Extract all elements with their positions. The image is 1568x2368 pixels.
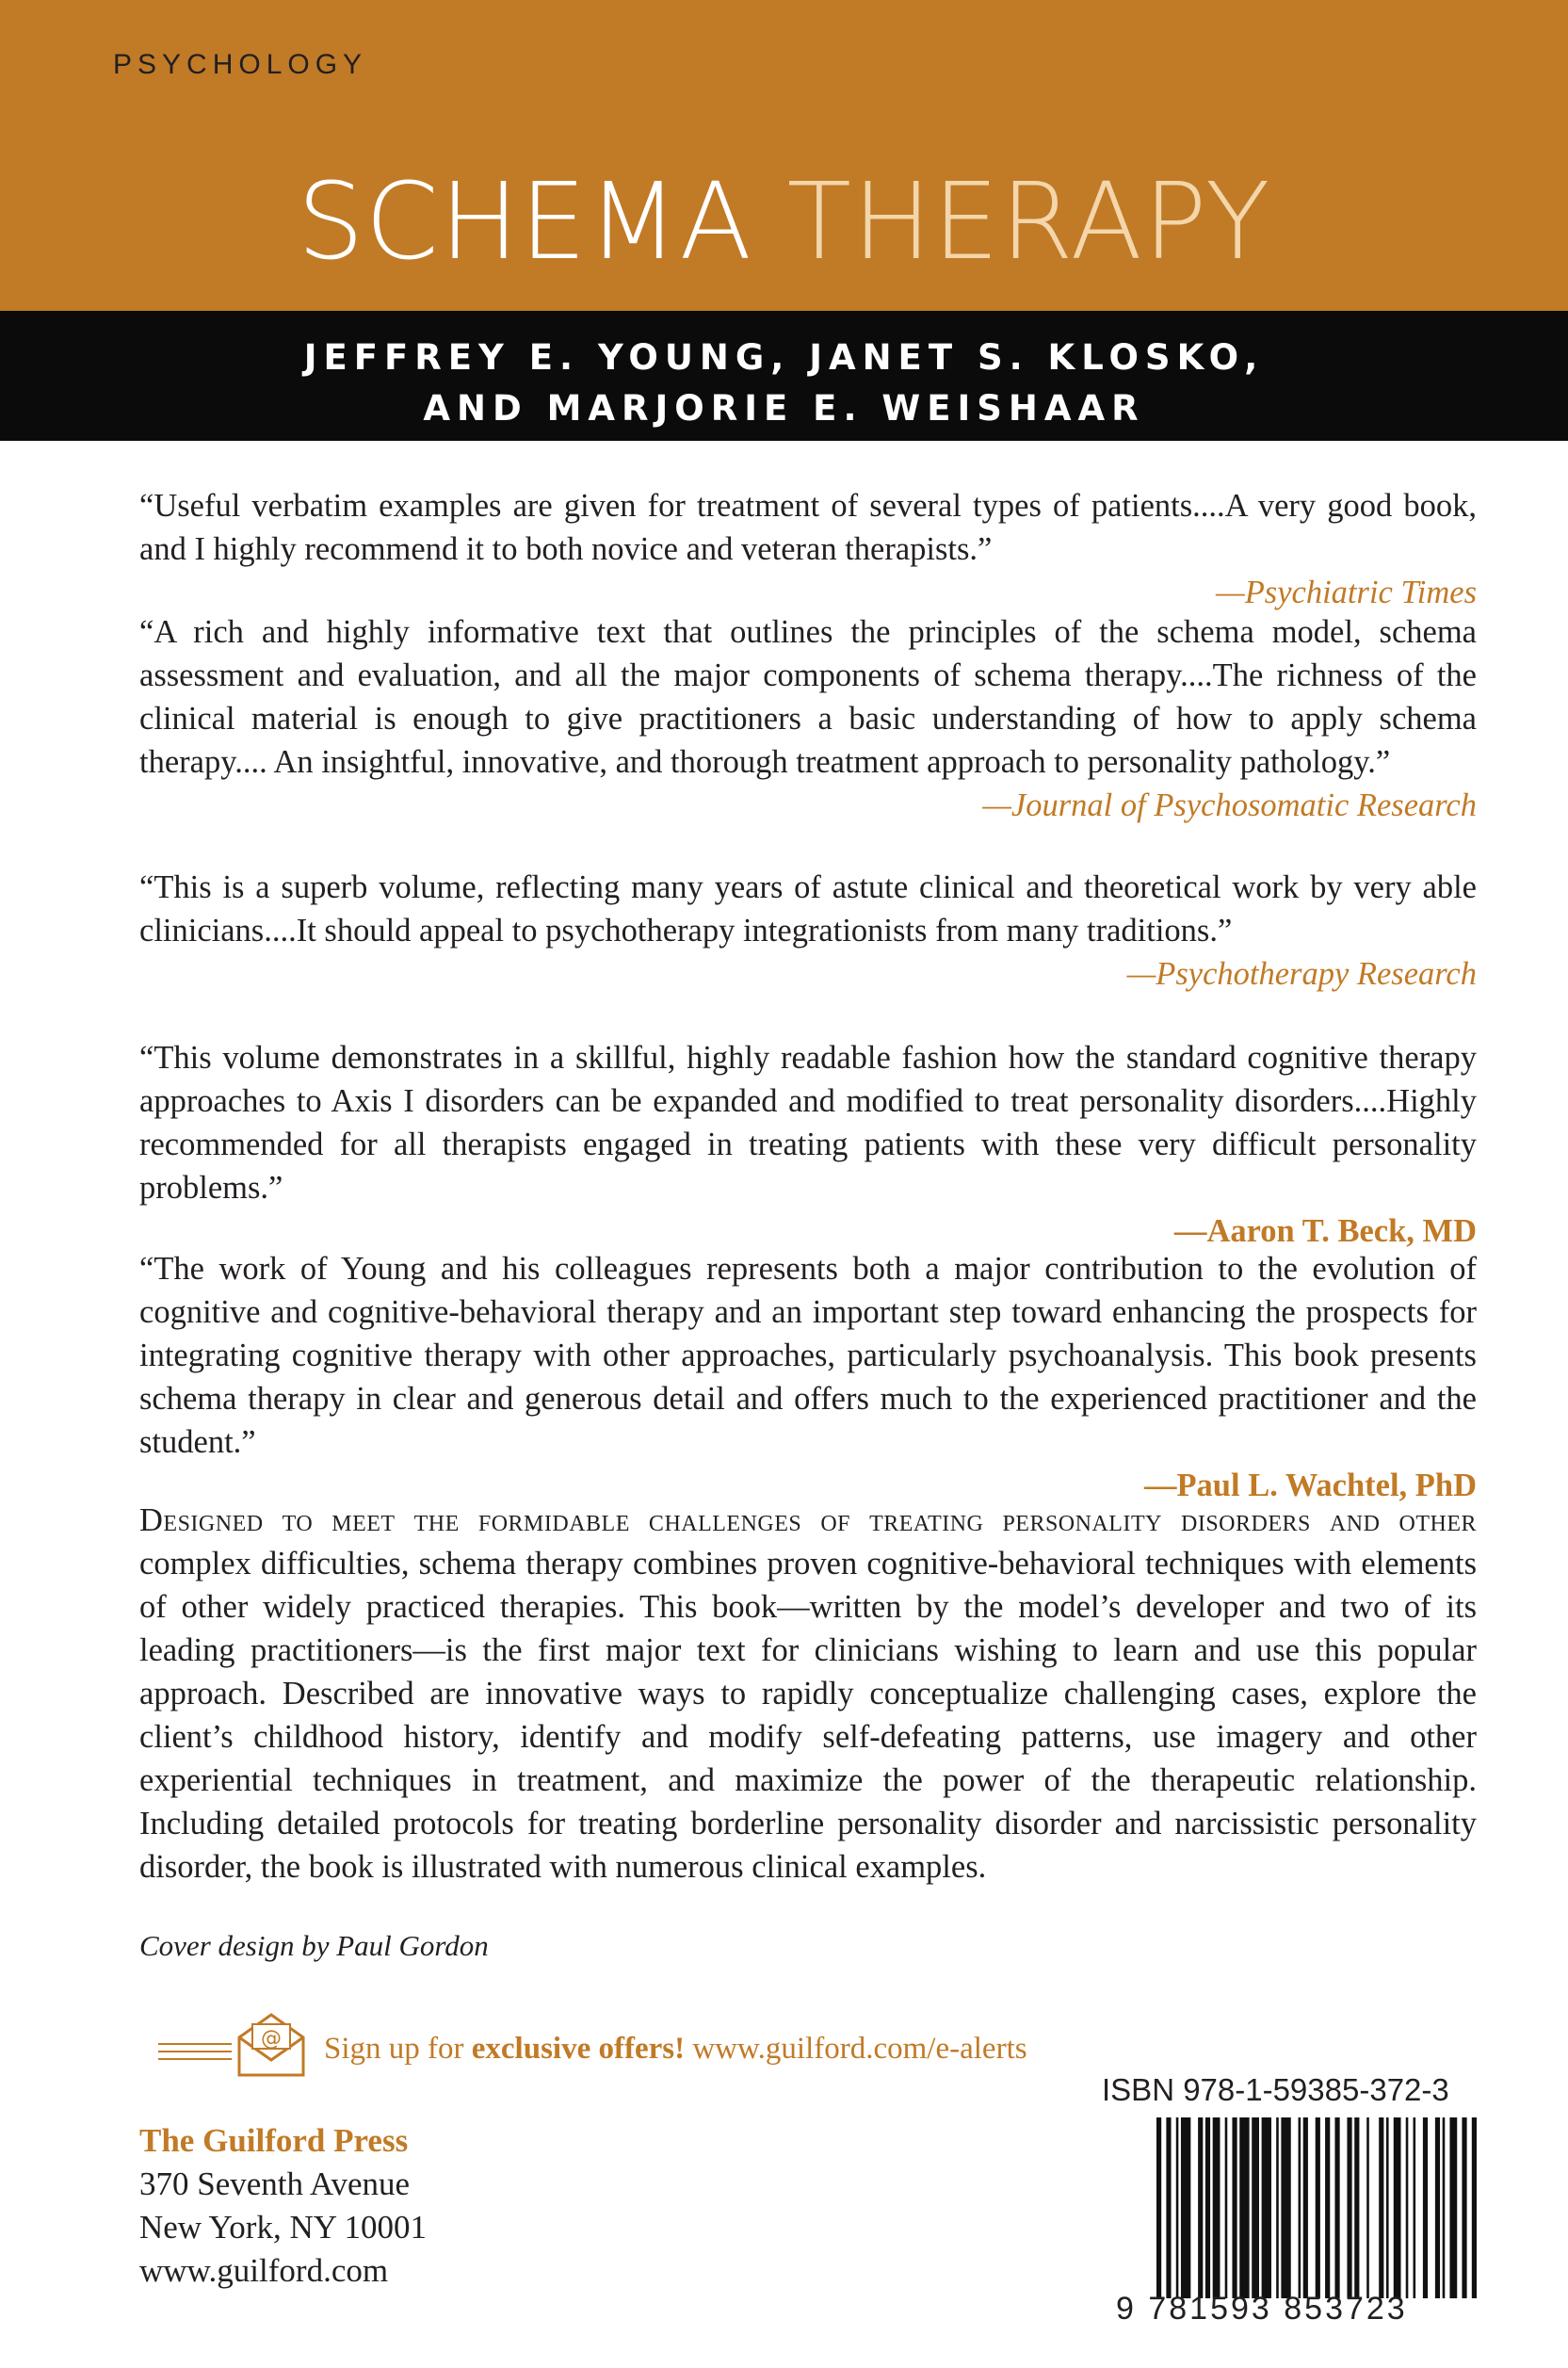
barcode-bar xyxy=(1166,2117,1171,2298)
endorsement-quote xyxy=(139,866,1477,996)
barcode-bar xyxy=(1394,2117,1401,2298)
barcode-bar xyxy=(1325,2117,1330,2298)
quote-text: “The work of Young and his colleagues represents both a major contribution to the evolution of cognitive and cognitive-behavioral therapy and an important step toward enhancing the prospects for integrating cognitive therapy with other approaches, particularly psychoanalysis. This book presents schema therapy in clear and generous detail and offers much to the experienced practitioner and the student.” xyxy=(139,1251,1477,1460)
endorsement-quote xyxy=(139,1036,1477,1253)
promo-emphasis: exclusive offers! xyxy=(471,2032,686,2066)
barcode-bar xyxy=(1303,2117,1308,2298)
quote-source: —Psychiatric Times xyxy=(1216,575,1477,610)
barcode-bar xyxy=(1435,2117,1440,2298)
barcode-bar xyxy=(1239,2117,1249,2298)
barcode-bar xyxy=(1443,2117,1446,2298)
barcode-bar xyxy=(1334,2117,1339,2298)
publisher-block xyxy=(139,2119,427,2293)
description-body: complex difficulties, schema therapy combines proven cognitive-behavioral techniques with elements of other widely practiced therapies. This book—written by the model’s developer and two of its leading practitioners—is the first major text for clinicians wishing to learn and use this popular approach. Described are innovative ways to rapidly conceptualize challenging cases, explore the client’s childhood history, identify and modify self-defeating patterns, use imagery and other experiential techniques in treatment, and maximize the power of the therapeutic relationship. Including detailed protocols for treating borderline personality disorder and narcissistic personality disorder, the book is illustrated with numerous clinical examples. xyxy=(139,1546,1477,1885)
speed-lines-decoration xyxy=(158,2043,232,2066)
quote-text: “A rich and highly informative text that outlines the principles of the schema model, schema assessment and evaluation, and all the major components of schema therapy....The richness of the clinical material is enough to give practitioners a basic understanding of how to apply schema therapy.... An insightful, innovative, and thorough treatment approach to personality pathology.” xyxy=(139,614,1477,780)
quote-source: —Psychotherapy Research xyxy=(1126,956,1477,992)
promo-link[interactable] xyxy=(324,2032,1027,2067)
header-band xyxy=(0,0,1568,311)
promo-prefix: Sign up for xyxy=(324,2032,472,2066)
barcode-digits: 9 781593 853723 xyxy=(1116,2291,1408,2327)
email-envelope-icon xyxy=(234,2011,309,2079)
barcode-bar xyxy=(1299,2117,1301,2298)
publisher-name: The Guilford Press xyxy=(139,2122,409,2159)
authors-line-2: AND MARJORIE E. WEISHAAR xyxy=(423,388,1145,429)
quote-source: —Aaron T. Beck, MD xyxy=(1173,1213,1477,1249)
publisher-address-2: New York, NY 10001 xyxy=(139,2209,427,2246)
barcode-bar xyxy=(1281,2117,1290,2298)
barcode-bar xyxy=(1366,2117,1369,2298)
endorsement-quote xyxy=(139,484,1477,614)
cover-credit: Cover design by Paul Gordon xyxy=(139,1929,489,1962)
barcode-bar xyxy=(1354,2117,1359,2298)
barcode-bar xyxy=(1423,2117,1428,2298)
barcode-bar xyxy=(1252,2117,1259,2298)
barcode-bar xyxy=(1225,2117,1228,2298)
barcode-bar xyxy=(1406,2117,1409,2298)
endorsement-quote xyxy=(139,1247,1477,1507)
barcode-bar xyxy=(1414,2117,1416,2298)
barcode-bar xyxy=(1276,2117,1279,2298)
barcode xyxy=(1156,2117,1477,2298)
barcode-bar xyxy=(1379,2117,1383,2298)
barcode-bar xyxy=(1232,2117,1237,2298)
email-promo xyxy=(158,2011,1100,2086)
svg-text:@: @ xyxy=(261,2027,282,2051)
category-label: PSYCHOLOGY xyxy=(113,49,368,80)
quote-source: —Journal of Psychosomatic Research xyxy=(982,787,1477,823)
quote-source: —Paul L. Wachtel, PhD xyxy=(1143,1468,1477,1503)
isbn-label: ISBN 978-1-59385-372-3 xyxy=(1102,2072,1449,2107)
barcode-bar xyxy=(1156,2117,1161,2298)
author-band xyxy=(0,311,1568,441)
barcode-bar xyxy=(1386,2117,1389,2298)
publisher-website[interactable]: www.guilford.com xyxy=(139,2252,389,2289)
publisher-address-1: 370 Seventh Avenue xyxy=(139,2165,411,2202)
barcode-bar xyxy=(1181,2117,1190,2298)
barcode-bar xyxy=(1462,2117,1466,2298)
authors-line-1: JEFFREY E. YOUNG, JANET S. KLOSKO, xyxy=(303,337,1265,378)
barcode-bar xyxy=(1472,2117,1477,2298)
barcode-bar xyxy=(1262,2117,1271,2298)
title-word-1: SCHEMA xyxy=(297,161,753,284)
barcode-bar xyxy=(1213,2117,1220,2298)
book-title xyxy=(0,161,1568,284)
barcode-bar xyxy=(1347,2117,1351,2298)
endorsement-quote xyxy=(139,610,1477,827)
book-description xyxy=(139,1499,1477,1889)
barcode-bar xyxy=(1176,2117,1179,2298)
description-lead: Designed to meet the formidable challenges of treating personality disorders and other xyxy=(139,1502,1477,1538)
barcode-bar xyxy=(1449,2117,1457,2298)
barcode-bar xyxy=(1198,2117,1203,2298)
barcode-bar xyxy=(1205,2117,1210,2298)
quote-text: “This volume demonstrates in a skillful, highly readable fashion how the standard cognitive therapy approaches to Axis I disorders can be expanded and modified to treat personality disorders....Highly recommended for all therapists engaged in treating patients with these very difficult personality problems.” xyxy=(139,1040,1477,1206)
barcode-bar xyxy=(1316,2117,1320,2298)
title-word-2: THERAPY xyxy=(786,161,1271,284)
promo-url: www.guilford.com/e-alerts xyxy=(685,2032,1027,2066)
quote-text: “Useful verbatim examples are given for treatment of several types of patients....A very good book, and I highly recommend it to both novice and veteran therapists.” xyxy=(139,488,1477,567)
quote-text: “This is a superb volume, reflecting many years of astute clinical and theoretical work by very able clinicians....It should appeal to psychotherapy integrationists from many traditions.” xyxy=(139,869,1477,949)
